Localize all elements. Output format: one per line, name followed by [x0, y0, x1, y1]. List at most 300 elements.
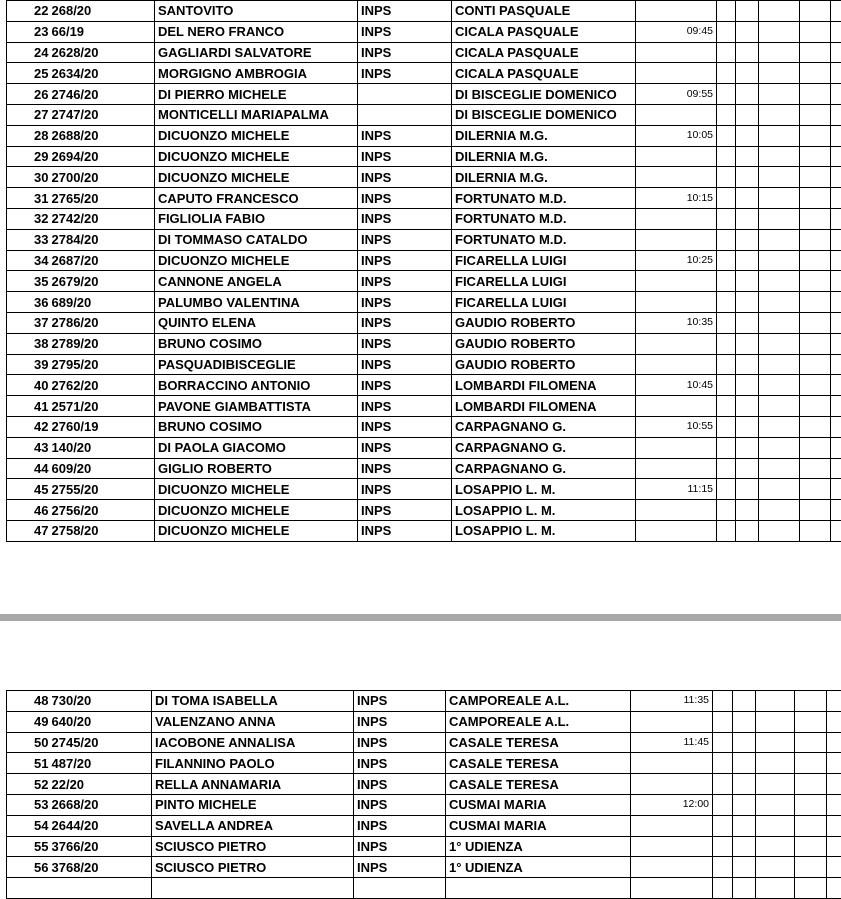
- hearing-time-cell: 10:45: [636, 375, 717, 396]
- row-number-cell: 48: [7, 691, 51, 712]
- opponent-cell: INPS: [358, 167, 452, 188]
- hearing-time-cell: 10:25: [636, 250, 717, 271]
- blank-cell: [800, 1, 831, 22]
- party-name-cell: CAPUTO FRANCESCO: [155, 188, 358, 209]
- blank-cell: [736, 208, 759, 229]
- blank-cell: [827, 774, 841, 795]
- blank-cell: [733, 857, 756, 878]
- blank-cell: [831, 479, 841, 500]
- opponent-cell: INPS: [358, 1, 452, 22]
- blank-cell: [717, 104, 736, 125]
- opponent-cell: INPS: [354, 691, 446, 712]
- blank-cell: [795, 794, 827, 815]
- hearing-time-cell: 11:15: [636, 479, 717, 500]
- blank-cell: [736, 354, 759, 375]
- hearing-time-cell: [631, 711, 713, 732]
- blank-cell: [831, 167, 841, 188]
- row-number-cell: 35: [7, 271, 51, 292]
- case-number-cell: 2745/20: [51, 732, 152, 753]
- blank-cell: [800, 292, 831, 313]
- blank-cell: [759, 479, 800, 500]
- row-number-cell: 31: [7, 188, 51, 209]
- table-row: [7, 146, 841, 167]
- blank-cell: [717, 292, 736, 313]
- blank-cell: [717, 146, 736, 167]
- judge-name-cell: FORTUNATO M.D.: [452, 188, 636, 209]
- blank-cell: [800, 458, 831, 479]
- blank-cell: [800, 63, 831, 84]
- row-number-cell: 47: [7, 520, 51, 541]
- table-row: [7, 312, 841, 333]
- blank-cell: [759, 271, 800, 292]
- blank-cell: [795, 691, 827, 712]
- judge-name-cell: DI BISCEGLIE DOMENICO: [452, 84, 636, 105]
- blank-cell: [736, 416, 759, 437]
- judge-name-cell: CARPAGNANO G.: [452, 437, 636, 458]
- table-row: [7, 774, 841, 795]
- blank-cell: [795, 711, 827, 732]
- blank-cell: [831, 520, 841, 541]
- blank-cell: [736, 188, 759, 209]
- blank-cell: [795, 732, 827, 753]
- party-name-cell: DICUONZO MICHELE: [155, 250, 358, 271]
- table-row: [7, 333, 841, 354]
- blank-cell: [733, 711, 756, 732]
- case-number-cell: 2789/20: [51, 333, 155, 354]
- blank-cell: [713, 732, 733, 753]
- judge-name-cell: FICARELLA LUIGI: [452, 250, 636, 271]
- party-name-cell: GIGLIO ROBERTO: [155, 458, 358, 479]
- table-row: [7, 794, 841, 815]
- hearing-time-cell: [636, 167, 717, 188]
- blank-cell: [831, 1, 841, 22]
- table-row: [7, 84, 841, 105]
- case-number-cell: 2762/20: [51, 375, 155, 396]
- blank-cell: [795, 774, 827, 795]
- party-name-cell: DI PIERRO MICHELE: [155, 84, 358, 105]
- hearing-time-cell: 10:55: [636, 416, 717, 437]
- blank-cell: [733, 691, 756, 712]
- table-row: [7, 42, 841, 63]
- blank-cell: [713, 711, 733, 732]
- blank-cell: [736, 1, 759, 22]
- row-number-cell: 34: [7, 250, 51, 271]
- blank-cell: [736, 63, 759, 84]
- judge-name-cell: LOSAPPIO L. M.: [452, 500, 636, 521]
- opponent-cell: INPS: [358, 42, 452, 63]
- case-number-cell: 3766/20: [51, 836, 152, 857]
- blank-cell: [717, 1, 736, 22]
- blank-cell: [713, 794, 733, 815]
- judge-name-cell: 1° UDIENZA: [446, 836, 631, 857]
- case-number-cell: 2628/20: [51, 42, 155, 63]
- case-number-cell: 2746/20: [51, 84, 155, 105]
- blank-cell: [736, 479, 759, 500]
- blank-cell: [736, 520, 759, 541]
- judge-name-cell: CUSMAI MARIA: [446, 815, 631, 836]
- party-name-cell: IACOBONE ANNALISA: [152, 732, 354, 753]
- blank-cell: [717, 520, 736, 541]
- hearing-time-cell: [636, 271, 717, 292]
- party-name-cell: MORGIGNO AMBROGIA: [155, 63, 358, 84]
- case-number-cell: 22/20: [51, 774, 152, 795]
- blank-cell: [756, 878, 795, 899]
- blank-cell: [800, 84, 831, 105]
- party-name-cell: GAGLIARDI SALVATORE: [155, 42, 358, 63]
- opponent-cell: INPS: [358, 250, 452, 271]
- case-number-cell: 2756/20: [51, 500, 155, 521]
- blank-cell: [831, 146, 841, 167]
- table-row: [7, 836, 841, 857]
- case-number-cell: [51, 878, 152, 899]
- hearing-table-top: [6, 0, 841, 542]
- blank-cell: [800, 229, 831, 250]
- hearing-time-cell: [631, 815, 713, 836]
- row-number-cell: 56: [7, 857, 51, 878]
- judge-name-cell: CARPAGNANO G.: [452, 458, 636, 479]
- hearing-time-cell: [636, 458, 717, 479]
- table-row: [7, 229, 841, 250]
- opponent-cell: INPS: [354, 711, 446, 732]
- opponent-cell: INPS: [354, 753, 446, 774]
- judge-name-cell: LOMBARDI FILOMENA: [452, 375, 636, 396]
- party-name-cell: RELLA ANNAMARIA: [152, 774, 354, 795]
- blank-cell: [795, 753, 827, 774]
- blank-cell: [736, 250, 759, 271]
- judge-name-cell: DILERNIA M.G.: [452, 167, 636, 188]
- blank-cell: [831, 125, 841, 146]
- case-number-cell: 689/20: [51, 292, 155, 313]
- hearing-time-cell: 12:00: [631, 794, 713, 815]
- table-row: [7, 21, 841, 42]
- hearing-time-cell: [631, 836, 713, 857]
- blank-cell: [827, 878, 841, 899]
- blank-cell: [733, 878, 756, 899]
- blank-cell: [800, 167, 831, 188]
- blank-cell: [717, 229, 736, 250]
- judge-name-cell: GAUDIO ROBERTO: [452, 312, 636, 333]
- judge-name-cell: GAUDIO ROBERTO: [452, 333, 636, 354]
- party-name-cell: DICUONZO MICHELE: [155, 167, 358, 188]
- hearing-table-bottom: [6, 690, 841, 899]
- blank-cell: [717, 312, 736, 333]
- opponent-cell: INPS: [358, 333, 452, 354]
- blank-cell: [827, 711, 841, 732]
- blank-cell: [717, 375, 736, 396]
- blank-cell: [736, 229, 759, 250]
- blank-cell: [759, 229, 800, 250]
- row-number-cell: 28: [7, 125, 51, 146]
- hearing-time-cell: 11:35: [631, 691, 713, 712]
- blank-cell: [800, 437, 831, 458]
- blank-cell: [831, 333, 841, 354]
- table-row: [7, 63, 841, 84]
- hearing-time-cell: [636, 1, 717, 22]
- blank-cell: [831, 104, 841, 125]
- party-name-cell: DEL NERO FRANCO: [155, 21, 358, 42]
- blank-cell: [800, 396, 831, 417]
- table-row: [7, 250, 841, 271]
- blank-cell: [759, 375, 800, 396]
- blank-cell: [717, 188, 736, 209]
- judge-name-cell: DILERNIA M.G.: [452, 146, 636, 167]
- blank-cell: [800, 354, 831, 375]
- row-number-cell: 33: [7, 229, 51, 250]
- table-row: [7, 815, 841, 836]
- opponent-cell: INPS: [358, 146, 452, 167]
- opponent-cell: INPS: [358, 208, 452, 229]
- case-number-cell: 2765/20: [51, 188, 155, 209]
- opponent-cell: INPS: [354, 794, 446, 815]
- case-number-cell: 640/20: [51, 711, 152, 732]
- blank-cell: [800, 188, 831, 209]
- opponent-cell: INPS: [358, 125, 452, 146]
- blank-cell: [831, 250, 841, 271]
- hearing-time-cell: [636, 500, 717, 521]
- blank-cell: [831, 375, 841, 396]
- blank-cell: [756, 691, 795, 712]
- opponent-cell: INPS: [358, 292, 452, 313]
- blank-cell: [717, 42, 736, 63]
- case-number-cell: 66/19: [51, 21, 155, 42]
- table-row: [7, 396, 841, 417]
- blank-cell: [717, 354, 736, 375]
- table-row: [7, 458, 841, 479]
- table-row: [7, 354, 841, 375]
- opponent-cell: [354, 878, 446, 899]
- blank-cell: [795, 836, 827, 857]
- party-name-cell: DI TOMMASO CATALDO: [155, 229, 358, 250]
- party-name-cell: SAVELLA ANDREA: [152, 815, 354, 836]
- opponent-cell: INPS: [358, 354, 452, 375]
- blank-cell: [759, 188, 800, 209]
- table-row: [7, 208, 841, 229]
- row-number-cell: 32: [7, 208, 51, 229]
- blank-cell: [756, 774, 795, 795]
- blank-cell: [800, 42, 831, 63]
- row-number-cell: 41: [7, 396, 51, 417]
- case-number-cell: 2795/20: [51, 354, 155, 375]
- opponent-cell: INPS: [358, 500, 452, 521]
- blank-cell: [717, 167, 736, 188]
- row-number-cell: 40: [7, 375, 51, 396]
- hearing-time-cell: 11:45: [631, 732, 713, 753]
- blank-cell: [733, 774, 756, 795]
- blank-cell: [800, 104, 831, 125]
- table-row: [7, 271, 841, 292]
- opponent-cell: INPS: [358, 375, 452, 396]
- blank-cell: [736, 458, 759, 479]
- blank-cell: [759, 354, 800, 375]
- blank-cell: [717, 416, 736, 437]
- party-name-cell: DICUONZO MICHELE: [155, 520, 358, 541]
- hearing-table-bottom-body: [7, 691, 841, 899]
- blank-cell: [736, 84, 759, 105]
- row-number-cell: 50: [7, 732, 51, 753]
- party-name-cell: BRUNO COSIMO: [155, 333, 358, 354]
- case-number-cell: 730/20: [51, 691, 152, 712]
- hearing-time-cell: [636, 63, 717, 84]
- judge-name-cell: FICARELLA LUIGI: [452, 271, 636, 292]
- hearing-time-cell: [636, 396, 717, 417]
- opponent-cell: INPS: [358, 458, 452, 479]
- opponent-cell: INPS: [358, 437, 452, 458]
- blank-cell: [717, 250, 736, 271]
- blank-cell: [717, 333, 736, 354]
- hearing-table-top-body: [7, 1, 841, 542]
- opponent-cell: [358, 84, 452, 105]
- blank-cell: [736, 167, 759, 188]
- blank-cell: [756, 836, 795, 857]
- blank-cell: [831, 500, 841, 521]
- blank-cell: [831, 42, 841, 63]
- table-row: [7, 500, 841, 521]
- case-number-cell: 2571/20: [51, 396, 155, 417]
- blank-cell: [713, 753, 733, 774]
- party-name-cell: BORRACCINO ANTONIO: [155, 375, 358, 396]
- blank-cell: [756, 711, 795, 732]
- case-number-cell: 3768/20: [51, 857, 152, 878]
- opponent-cell: INPS: [354, 857, 446, 878]
- case-number-cell: 2786/20: [51, 312, 155, 333]
- blank-cell: [827, 815, 841, 836]
- blank-cell: [717, 479, 736, 500]
- blank-cell: [736, 146, 759, 167]
- judge-name-cell: GAUDIO ROBERTO: [452, 354, 636, 375]
- blank-cell: [717, 21, 736, 42]
- table-row: [7, 104, 841, 125]
- hearing-time-cell: [636, 229, 717, 250]
- table-row: [7, 167, 841, 188]
- opponent-cell: INPS: [354, 732, 446, 753]
- blank-cell: [800, 416, 831, 437]
- blank-cell: [736, 500, 759, 521]
- blank-cell: [717, 437, 736, 458]
- blank-cell: [759, 125, 800, 146]
- hearing-time-cell: 10:15: [636, 188, 717, 209]
- judge-name-cell: FICARELLA LUIGI: [452, 292, 636, 313]
- blank-cell: [827, 857, 841, 878]
- blank-cell: [713, 878, 733, 899]
- table-row: [7, 437, 841, 458]
- blank-cell: [759, 458, 800, 479]
- blank-cell: [800, 500, 831, 521]
- blank-cell: [736, 312, 759, 333]
- blank-cell: [713, 815, 733, 836]
- row-number-cell: 23: [7, 21, 51, 42]
- judge-name-cell: CAMPOREALE A.L.: [446, 711, 631, 732]
- judge-name-cell: CASALE TERESA: [446, 774, 631, 795]
- blank-cell: [800, 125, 831, 146]
- blank-cell: [800, 21, 831, 42]
- judge-name-cell: FORTUNATO M.D.: [452, 229, 636, 250]
- blank-cell: [759, 84, 800, 105]
- blank-cell: [733, 815, 756, 836]
- hearing-time-cell: [636, 354, 717, 375]
- blank-cell: [759, 292, 800, 313]
- party-name-cell: FILANNINO PAOLO: [152, 753, 354, 774]
- blank-cell: [759, 21, 800, 42]
- blank-cell: [831, 292, 841, 313]
- party-name-cell: DICUONZO MICHELE: [155, 479, 358, 500]
- party-name-cell: PINTO MICHELE: [152, 794, 354, 815]
- hearing-time-cell: [636, 104, 717, 125]
- blank-cell: [759, 312, 800, 333]
- section-divider: [0, 614, 841, 621]
- row-number-cell: 37: [7, 312, 51, 333]
- row-number-cell: 29: [7, 146, 51, 167]
- table-row: [7, 416, 841, 437]
- judge-name-cell: CICALA PASQUALE: [452, 42, 636, 63]
- blank-cell: [756, 753, 795, 774]
- blank-cell: [759, 500, 800, 521]
- opponent-cell: INPS: [358, 188, 452, 209]
- table-row: [7, 520, 841, 541]
- party-name-cell: DI PAOLA GIACOMO: [155, 437, 358, 458]
- judge-name-cell: CASALE TERESA: [446, 732, 631, 753]
- blank-cell: [756, 794, 795, 815]
- table-row: [7, 878, 841, 899]
- party-name-cell: QUINTO ELENA: [155, 312, 358, 333]
- row-number-cell: 53: [7, 794, 51, 815]
- hearing-time-cell: [636, 292, 717, 313]
- judge-name-cell: LOSAPPIO L. M.: [452, 520, 636, 541]
- party-name-cell: DICUONZO MICHELE: [155, 146, 358, 167]
- opponent-cell: INPS: [358, 416, 452, 437]
- row-number-cell: 43: [7, 437, 51, 458]
- case-number-cell: 609/20: [51, 458, 155, 479]
- hearing-time-cell: [636, 437, 717, 458]
- blank-cell: [800, 208, 831, 229]
- opponent-cell: INPS: [358, 271, 452, 292]
- row-number-cell: 45: [7, 479, 51, 500]
- row-number-cell: 36: [7, 292, 51, 313]
- blank-cell: [736, 271, 759, 292]
- blank-cell: [759, 42, 800, 63]
- judge-name-cell: 1° UDIENZA: [446, 857, 631, 878]
- blank-cell: [717, 396, 736, 417]
- blank-cell: [756, 815, 795, 836]
- case-number-cell: 2755/20: [51, 479, 155, 500]
- row-number-cell: 30: [7, 167, 51, 188]
- blank-cell: [800, 271, 831, 292]
- blank-cell: [756, 732, 795, 753]
- hearing-time-cell: [631, 878, 713, 899]
- blank-cell: [800, 333, 831, 354]
- blank-cell: [831, 458, 841, 479]
- blank-cell: [756, 857, 795, 878]
- judge-name-cell: CICALA PASQUALE: [452, 63, 636, 84]
- row-number-cell: 22: [7, 1, 51, 22]
- party-name-cell: FIGLIOLIA FABIO: [155, 208, 358, 229]
- case-number-cell: 140/20: [51, 437, 155, 458]
- blank-cell: [831, 354, 841, 375]
- blank-cell: [831, 396, 841, 417]
- blank-cell: [795, 815, 827, 836]
- opponent-cell: INPS: [354, 774, 446, 795]
- judge-name-cell: CAMPOREALE A.L.: [446, 691, 631, 712]
- blank-cell: [831, 208, 841, 229]
- party-name-cell: MONTICELLI MARIAPALMA: [155, 104, 358, 125]
- table-row: [7, 711, 841, 732]
- blank-cell: [733, 732, 756, 753]
- blank-cell: [759, 104, 800, 125]
- party-name-cell: PAVONE GIAMBATTISTA: [155, 396, 358, 417]
- judge-name-cell: FORTUNATO M.D.: [452, 208, 636, 229]
- row-number-cell: 54: [7, 815, 51, 836]
- party-name-cell: VALENZANO ANNA: [152, 711, 354, 732]
- blank-cell: [713, 836, 733, 857]
